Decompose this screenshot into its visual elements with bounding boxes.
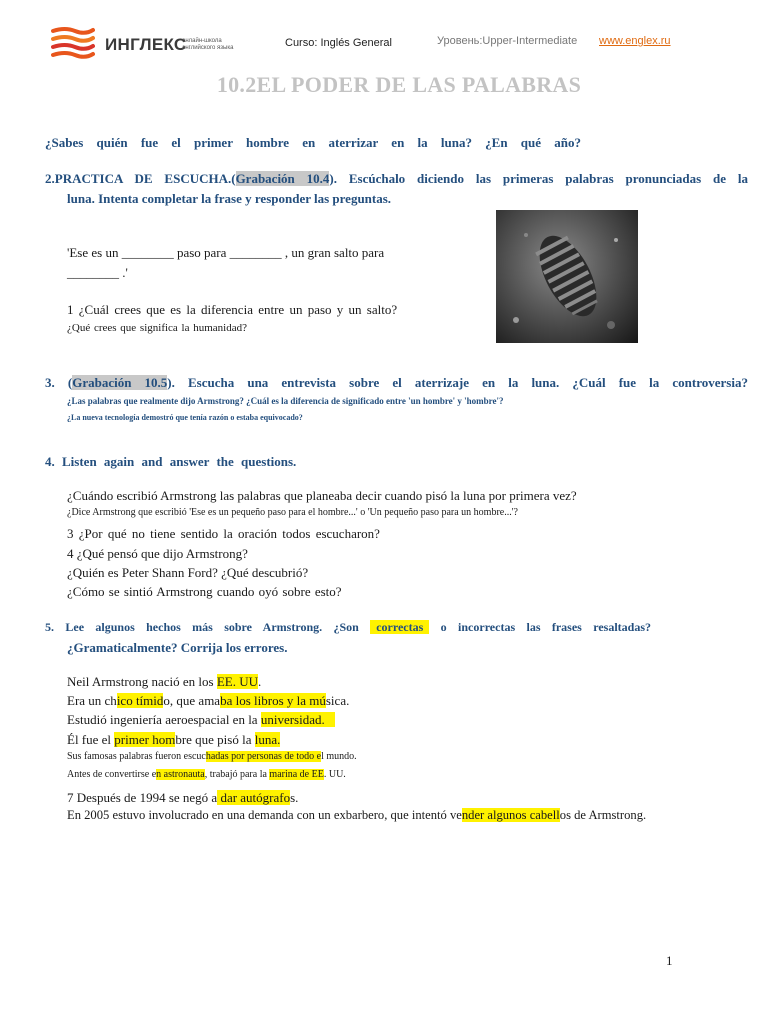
- website-link[interactable]: www.englex.ru: [599, 35, 671, 47]
- highlight: luna.: [254, 732, 281, 747]
- brand-sub-2: английского языка: [182, 45, 234, 51]
- highlight: n astronauta: [156, 769, 205, 780]
- section-4-heading: 4. Listen again and answer the questions.: [45, 454, 297, 469]
- fact-5: Sus famosas palabras fueron escuchadas por personas de todo el mundo.: [67, 751, 357, 762]
- course-label: Curso: Inglés General: [285, 37, 392, 49]
- page-title: 10.2EL PODER DE LAS PALABRAS: [216, 72, 582, 97]
- brand-name: ИНГЛЕКС: [105, 35, 187, 54]
- section-3-sub-2: ¿La nueva tecnología demostró que tenía razón o estaba equivocado?: [67, 413, 303, 422]
- section-3-sub-1: ¿Las palabras que realmente dijo Armstrong? ¿Cuál es la diferencia de significado entre 'un hombre' y 'hombre'?: [67, 396, 504, 406]
- level-label: Уровень:Upper-Intermediate: [437, 35, 578, 47]
- question-4-2: ¿Dice Armstrong que escribió 'Ese es un pequeño paso para el hombre...' o 'Un pequeño paso para un hombre...'?: [67, 507, 518, 518]
- highlight: ba los libros y la mú: [220, 693, 326, 708]
- highlight: EE. UU: [216, 674, 259, 689]
- highlight: nder algunos cabell: [461, 808, 560, 822]
- section-3-heading: 3. (Grabación 10.5). Escucha una entrevista sobre el aterrizaje en la luna. ¿Cuál fue la controversia?: [45, 375, 748, 390]
- highlight: ico tímid: [116, 693, 164, 708]
- section-5-heading: 5. Lee algunos hechos más sobre Armstrong. ¿Son correctas o incorrectas las frases resaltadas?: [45, 620, 652, 634]
- fact-3: Estudió ingeniería aeroespacial en la universidad.: [67, 712, 335, 728]
- question-4-5: ¿Quién es Peter Shann Ford? ¿Qué descubrió?: [67, 565, 309, 580]
- highlight-correctas: correctas: [370, 620, 429, 634]
- fact-8: En 2005 estuvo involucrado en una demanda con un exbarbero, que intentó vender algunos cabellos de Armstrong.: [67, 808, 647, 822]
- question-2-1: 1 ¿Cuál crees que es la diferencia entre un paso y un salto?: [67, 302, 398, 317]
- question-1: ¿Sabes quién fue el primer hombre en aterrizar en la luna? ¿En qué año?: [45, 135, 581, 150]
- highlight: dar autógrafo: [217, 790, 291, 805]
- question-4-6: ¿Cómo se sintió Armstrong cuando oyó sobre esto?: [67, 584, 342, 599]
- footprint-photo: [496, 210, 638, 343]
- question-4-1: ¿Cuándo escribió Armstrong las palabras que planeaba decir cuando pisó la luna por primera vez?: [67, 488, 577, 503]
- section-2-heading-line2: luna. Intenta completar la frase y responder las preguntas.: [67, 191, 392, 206]
- quote-line-2: ________ .': [67, 265, 128, 280]
- fact-7: 7 Después de 1994 se negó a dar autógrafos.: [67, 790, 299, 805]
- highlight: universidad.: [261, 712, 335, 727]
- recording-10-5-badge: Grabación 10.5: [72, 375, 168, 390]
- section-2-heading: 2.PRACTICA DE ESCUCHA.(Grabación 10.4). Escúchalo diciendo las primeras palabras pronunciadas de la: [45, 171, 748, 186]
- section-5-heading-line2: ¿Gramaticalmente? Corrija los errores.: [67, 640, 288, 655]
- question-4-4: 4 ¿Qué pensó que dijo Armstrong?: [67, 546, 248, 561]
- logo-waves-icon: [51, 26, 95, 62]
- logo: [51, 26, 251, 62]
- fact-2: Era un chico tímido, que amaba los libros y la música.: [67, 693, 350, 708]
- fact-6: Antes de convertirse en astronauta, trabajó para la marina de EE. UU.: [67, 769, 346, 780]
- fact-1: Neil Armstrong nació en los EE. UU.: [67, 674, 262, 689]
- highlight: marina de EE: [269, 769, 324, 780]
- brand-sub-1: онлайн-школа: [182, 38, 222, 44]
- highlight: hadas por personas de todo e: [205, 751, 322, 762]
- question-4-3: 3 ¿Por qué no tiene sentido la oración todos escucharon?: [67, 526, 380, 541]
- highlight: primer hom: [114, 732, 176, 747]
- page-number: 1: [666, 953, 673, 968]
- question-2-2: ¿Qué crees que significa la humanidad?: [67, 322, 248, 334]
- quote-line-1: 'Ese es un ________ paso para ________ , un gran salto para: [67, 245, 385, 260]
- fact-4: Él fue el primer hombre que pisó la luna.: [67, 732, 281, 747]
- recording-10-4-badge: Grabación 10.4: [235, 171, 330, 186]
